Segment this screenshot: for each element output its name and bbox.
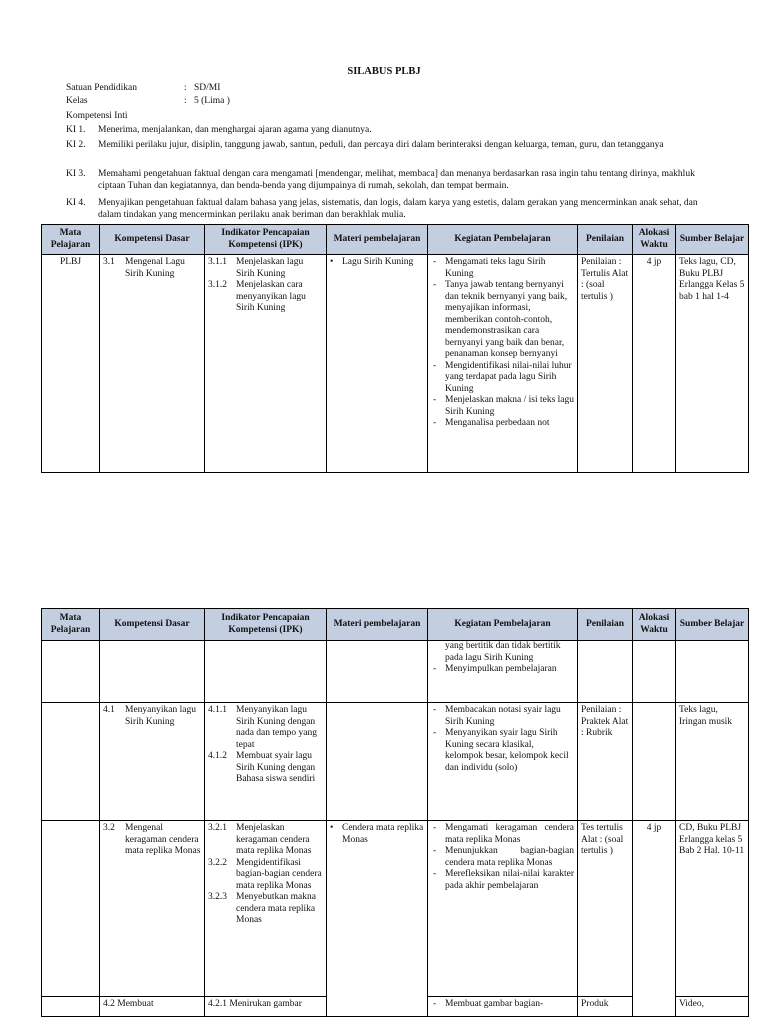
kegiatan-cell	[428, 821, 578, 997]
kelas-label: Kelas	[66, 96, 88, 106]
ipk-item	[208, 280, 323, 315]
alokasi-cell: 4 jp	[633, 255, 676, 473]
kelas-row	[66, 95, 230, 107]
ipk-text: Menjelaskan keragaman cendera mata replika Monas	[236, 823, 312, 856]
kegiatan-item: - Mengamati keragaman cendera mata replika Monas	[431, 823, 574, 846]
ki-item	[66, 124, 706, 136]
header-kompetensi-dasar: Kompetensi Dasar	[100, 225, 205, 255]
kegiatan-item: - Tanya jawab tentang bernyanyi dan teknik bernyanyi yang baik, menyajikan informasi, memberikan contoh-contoh, mendemonstrasikan cara bernyanyi yang baik dan benar, penanaman konsep bernyanyi	[431, 280, 574, 361]
mapel-cell: PLBJ	[42, 255, 100, 473]
table-row	[42, 821, 749, 997]
header-materi: Materi pembelajaran	[327, 225, 428, 255]
ki-item	[66, 197, 706, 221]
ipk-text: Mengidentifikasi bagian-bagian cendera mata replika Monas	[236, 857, 322, 891]
kd-number: 3.1	[103, 257, 115, 267]
materi-item: • Lagu Sirih Kuning	[330, 257, 424, 269]
kegiatan-cell	[428, 703, 578, 821]
ipk-number: 3.2.1	[208, 823, 227, 833]
mapel-cell	[42, 641, 100, 703]
sumber-cell: CD, Buku PLBJ Erlangga kelas 5 Bab 2 Hal. 10-11	[676, 821, 749, 997]
ipk-text: Menyanyikan lagu Sirih Kuning dengan nada dan tempo yang tepat	[236, 705, 317, 750]
alokasi-cell	[633, 703, 676, 821]
kd-item	[103, 823, 201, 858]
ipk-item	[208, 892, 323, 927]
kd-cell	[100, 641, 205, 703]
kelas-value: 5 (Lima )	[194, 96, 230, 106]
materi-cell	[327, 641, 428, 703]
sumber-cell: Teks lagu, CD, Buku PLBJ Erlangga Kelas 5 bab 1 hal 1-4	[676, 255, 749, 473]
kegiatan-cell	[428, 255, 578, 473]
materi-cell	[327, 997, 428, 1017]
ki-text: Memahami pengetahuan faktual dengan cara mengamati [mendengar, melihat, membaca] dan menanya berdasarkan rasa ingin tahu tentang dirinya, makhluk ciptaan Tuhan dan kegiatannya, dan benda-benda yang dijumpainya di rumah, sekolah, dan tempat bermain.	[98, 169, 695, 191]
kegiatan-item: - Membacakan notasi syair lagu Sirih Kuning	[431, 705, 574, 728]
silabus-table-page-2	[41, 608, 749, 1017]
materi-cell	[327, 255, 428, 473]
kd-cell	[100, 703, 205, 821]
kd-text: Menyanyikan lagu Sirih Kuning	[125, 705, 196, 727]
alokasi-cell	[633, 641, 676, 703]
kegiatan-continuation: yang bertitik dan tidak bertitik pada lagu Sirih Kuning	[445, 641, 561, 663]
header-ipk: Indikator Pencapaian Kompetensi (IPK)	[205, 225, 327, 255]
ipk-number: 3.2.3	[208, 892, 227, 902]
kegiatan-item: - Menganalisa perbedaan not	[431, 418, 574, 430]
table-row	[42, 641, 749, 703]
sumber-cell: Video,	[676, 997, 749, 1017]
header-penilaian: Penilaian	[578, 609, 633, 641]
mapel-cell	[42, 821, 100, 997]
kd-item	[103, 705, 201, 728]
kd-text: Mengenal Lagu Sirih Kuning	[125, 257, 185, 279]
ipk-number: 3.2.2	[208, 857, 227, 868]
ipk-text: Menjelaskan cara menyanyikan lagu Sirih Kuning	[236, 280, 306, 313]
sumber-cell: Teks lagu, Iringan musik	[676, 703, 749, 821]
document-title: SILABUS PLBJ	[347, 66, 421, 77]
kegiatan-cell	[428, 641, 578, 703]
header-kegiatan: Kegiatan Pembelajaran	[428, 225, 578, 255]
header-penilaian: Penilaian	[578, 225, 633, 255]
header-kompetensi-dasar: Kompetensi Dasar	[100, 609, 205, 641]
colon: :	[184, 96, 187, 106]
materi-item: • Cendera mata replika Monas	[330, 823, 424, 846]
ki-text: Memiliki perilaku jujur, disiplin, tanggung jawab, santun, peduli, dan percaya diri dalam berinteraksi dengan keluarga, teman, guru, dan tetangganya	[98, 140, 664, 150]
penilaian-cell: Tes tertulis Alat : (soal tertulis )	[578, 821, 633, 997]
kegiatan-item: - Merefleksikan nilai-nilai karakter pada akhir pembelajaran	[431, 869, 574, 892]
materi-cell	[327, 703, 428, 821]
ki-code: KI 4.	[66, 198, 86, 208]
alokasi-cell	[633, 997, 676, 1017]
ipk-item	[208, 823, 323, 858]
ipk-cell	[205, 641, 327, 703]
ipk-text: Membuat syair lagu Sirih Kuning dengan Bahasa siswa sendiri	[236, 751, 316, 784]
satuan-label: Satuan Pendidikan	[66, 83, 137, 93]
header-ipk: Indikator Pencapaian Kompetensi (IPK)	[205, 609, 327, 641]
kegiatan-item: - Menyanyikan syair lagu Sirih Kuning secara klasikal, kelompok besar, kelompok kecil dan individu (solo)	[431, 728, 574, 774]
table-row	[42, 703, 749, 821]
ki-heading: Kompetensi Inti	[66, 111, 128, 121]
kd-cell: 4.2 Membuat	[100, 997, 205, 1017]
kegiatan-cell	[428, 997, 578, 1017]
header-materi: Materi pembelajaran	[327, 609, 428, 641]
page-2	[0, 520, 768, 1024]
header-kegiatan: Kegiatan Pembelajaran	[428, 609, 578, 641]
ki-text: Menyajikan pengetahuan faktual dalam bahasa yang jelas, sistematis, dan logis, dalam karya yang estetis, dalam gerakan yang mencerminkan anak sehat, dan dalam tindakan yang mencerminkan perilaku anak beriman dan berakhlak mulia.	[98, 198, 698, 220]
satuan-value: SD/MI	[194, 83, 221, 93]
ipk-cell	[205, 703, 327, 821]
penilaian-cell	[578, 641, 633, 703]
sumber-cell	[676, 641, 749, 703]
ki-item	[66, 139, 706, 151]
table-row	[42, 997, 749, 1017]
kd-item	[103, 257, 201, 280]
kegiatan-item: - Membuat gambar bagian-	[431, 999, 574, 1011]
header-sumber: Sumber Belajar	[676, 225, 749, 255]
kd-number: 3.2	[103, 823, 115, 833]
mapel-cell	[42, 997, 100, 1017]
silabus-table-page-1	[41, 224, 749, 473]
kegiatan-item: - Menyimpulkan pembelajaran	[431, 664, 574, 676]
ipk-text: Menjelaskan lagu Sirih Kuning	[236, 257, 304, 279]
ipk-text: Menyebutkan makna cendera mata replika Monas	[236, 892, 316, 925]
header-mata-pelajaran: Mata Pelajaran	[42, 225, 100, 255]
satuan-pendidikan-row	[66, 82, 220, 94]
colon: :	[184, 83, 187, 93]
ki-code: KI 2.	[66, 140, 86, 150]
kd-cell	[100, 255, 205, 473]
header-sumber: Sumber Belajar	[676, 609, 749, 641]
materi-cell	[327, 821, 428, 997]
ipk-cell	[205, 255, 327, 473]
table-row	[42, 255, 749, 473]
ipk-item	[208, 705, 323, 751]
kd-number: 4.1	[103, 705, 115, 715]
kegiatan-item: - Mengidentifikasi nilai-nilai luhur yang terdapat pada lagu Sirih Kuning	[431, 361, 574, 396]
alokasi-cell: 4 jp	[633, 821, 676, 997]
ki-code: KI 1.	[66, 125, 86, 135]
kegiatan-item: - Menunjukkan bagian-bagian cendera mata replika Monas	[431, 846, 574, 869]
ipk-number: 4.1.1	[208, 705, 227, 715]
ipk-item	[208, 751, 323, 786]
ki-code: KI 3.	[66, 169, 86, 179]
penilaian-cell: Produk	[578, 997, 633, 1017]
ki-text: Menerima, menjalankan, dan menghargai ajaran agama yang dianutnya.	[98, 125, 372, 135]
penilaian-cell: Penilaian : Tertulis Alat : (soal tertulis )	[578, 255, 633, 473]
ipk-number: 3.1.1	[208, 257, 227, 267]
ipk-number: 4.1.2	[208, 751, 227, 761]
header-alokasi: Alokasi Waktu	[633, 609, 676, 641]
ipk-cell: 4.2.1 Menirukan gambar	[205, 997, 327, 1017]
kd-text: Mengenal keragaman cendera mata replika Monas	[125, 823, 201, 856]
kegiatan-item: - Menjelaskan makna / isi teks lagu Sirih Kuning	[431, 395, 574, 418]
header-mata-pelajaran: Mata Pelajaran	[42, 609, 100, 641]
ipk-number: 3.1.2	[208, 280, 227, 290]
ipk-item	[208, 858, 323, 893]
header-alokasi: Alokasi Waktu	[633, 225, 676, 255]
kegiatan-item: - Mengamati teks lagu Sirih Kuning	[431, 257, 574, 280]
ki-item	[66, 168, 706, 192]
ipk-cell	[205, 821, 327, 997]
ipk-item	[208, 257, 323, 280]
penilaian-cell: Penilaian : Praktek Alat : Rubrik	[578, 703, 633, 821]
kd-cell	[100, 821, 205, 997]
mapel-cell	[42, 703, 100, 821]
